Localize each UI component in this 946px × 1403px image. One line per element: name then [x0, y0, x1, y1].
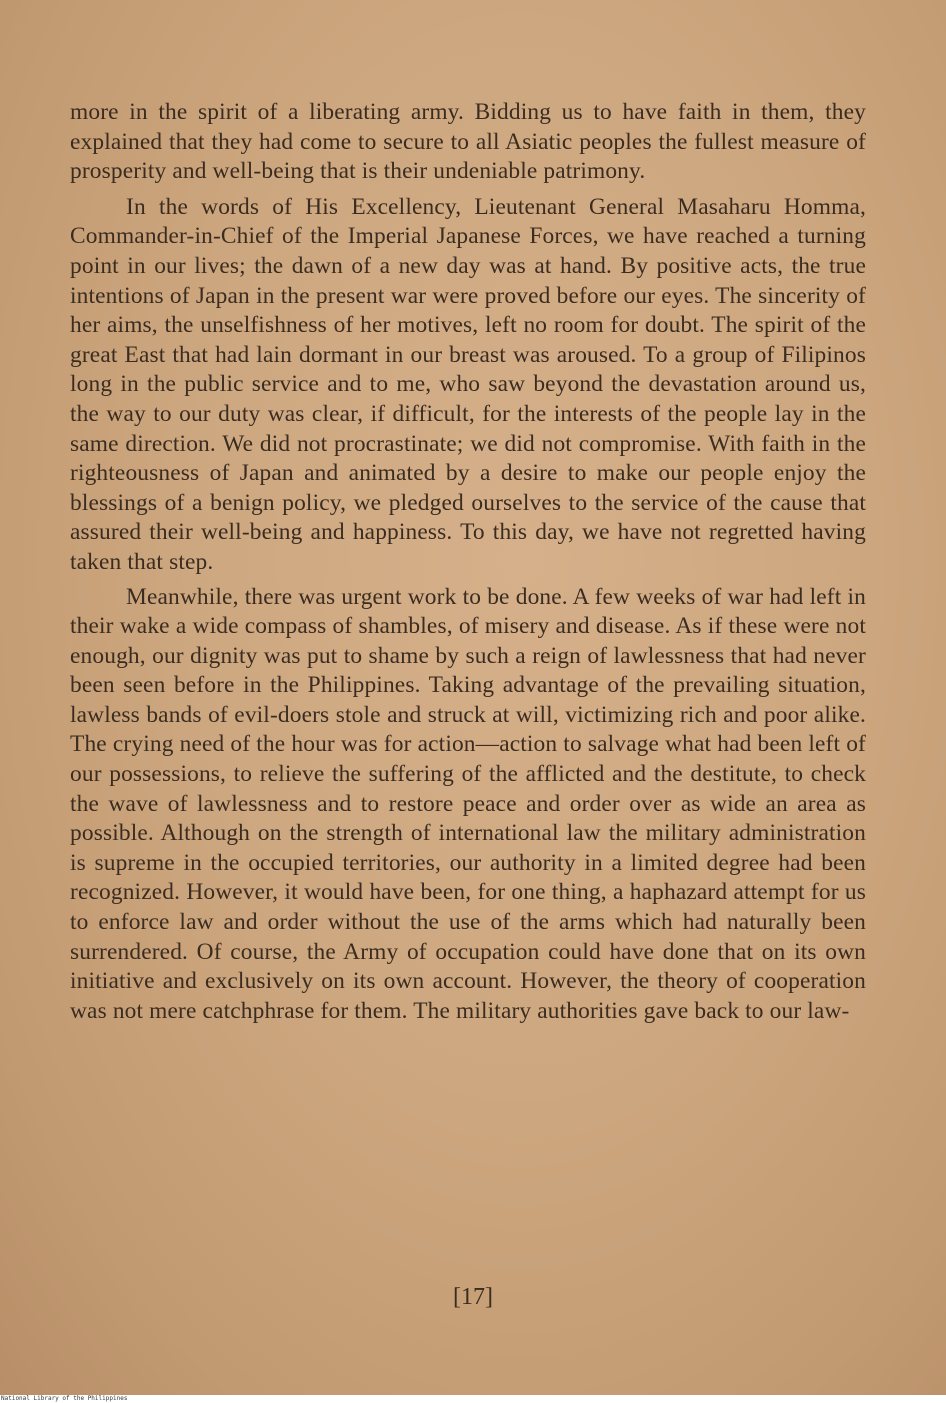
- paragraph-2: In the words of His Excellency, Lieutenant General Masaharu Homma, Commander-in-Chief of the Imperial Japanese Forces, we have reached a turning point in our lives; the dawn of a new day was at hand. By positive acts, the true intentions of Japan in the present war were proved before our eyes. The sincerity of her aims, the unselfishness of her motives, left no room for doubt. The spirit of the great East that had lain dormant in our breast was aroused. To a group of Filipinos long in the public service and to me, who saw beyond the devastation around us, the way to our duty was clear, if difficult, for the interests of the people lay in the same direction. We did not procrastinate; we did not compromise. With faith in the righteousness of Japan and animated by a desire to make our people enjoy the blessings of a benign policy, we pledged ourselves to the service of the cause that assured their well-being and happiness. To this day, we have not regretted having taken that step.: [70, 193, 866, 575]
- library-watermark: National Library of the Philippines: [1, 1395, 128, 1402]
- paragraph-3: Meanwhile, there was urgent work to be done. A few weeks of war had left in their wake a wide compass of shambles, of misery and disease. As if these were not enough, our dignity was put to shame by such a reign of lawlessness that had never been seen before in the Philippines. Taking advantage of the prevailing situation, lawless bands of evil-doers stole and struck at will, victimizing rich and poor alike. The crying need of the hour was for action—action to salvage what had been left of our possessions, to relieve the suffering of the afflicted and the destitute, to check the wave of lawlessness and to restore peace and order over as wide an area as possible. Although on the strength of international law the military administration is supreme in the occupied territories, our authority in a limited degree had been recognized. However, it would have been, for one thing, a haphazard attempt for us to enforce law and order without the use of the arms which had naturally been surrendered. Of course, the Army of occupation could have done that on its own initiative and exclusively on its own account. However, the theory of cooperation was not mere catchphrase for them. The military authorities gave back to our law-: [70, 583, 866, 1024]
- footer-strip: [0, 1395, 946, 1403]
- paragraph-1: more in the spirit of a liberating army. Bidding us to have faith in them, they explained that they had come to secure to all Asiatic peoples the fullest measure of prosperity and well-being that is their undeniable patrimony.: [70, 99, 866, 185]
- page-number: [17]: [453, 1284, 493, 1310]
- body-text: [70, 98, 866, 1026]
